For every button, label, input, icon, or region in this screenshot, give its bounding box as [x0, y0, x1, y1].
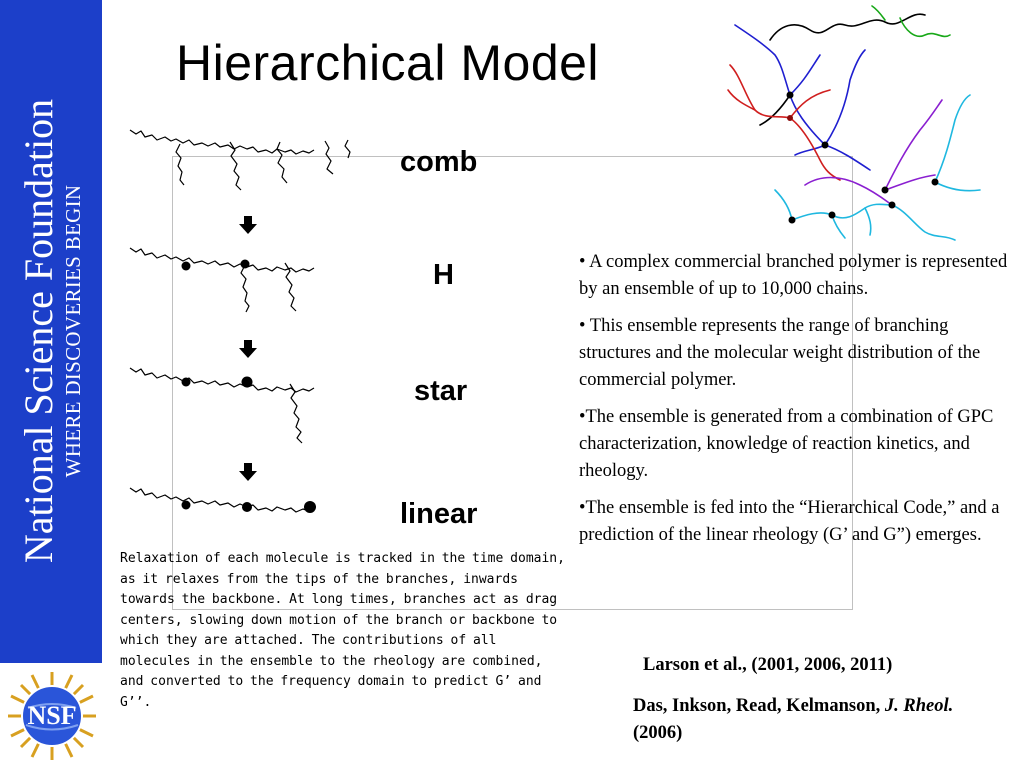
comb-molecule	[130, 130, 350, 190]
bullet-item: •The ensemble is generated from a combination of GPC characterization, knowledge of reaction kinetics, and rheology.	[579, 407, 994, 481]
label-linear: linear	[400, 498, 478, 530]
star-dot-2	[242, 377, 253, 388]
label-comb: comb	[400, 146, 478, 178]
nsf-logo-label: NSF	[27, 701, 77, 730]
bullet-list	[579, 249, 1011, 559]
bullet-item: • This ensemble represents the range of branching structures and the molecular weight distribution of the commercial polymer.	[579, 316, 981, 390]
nsf-logo	[6, 670, 98, 762]
label-h: H	[433, 259, 454, 291]
reference-das-journal: J. Rheol.	[884, 696, 954, 716]
h-branch-dot-1	[182, 262, 191, 271]
linear-molecule	[130, 488, 314, 512]
relaxation-caption: Relaxation of each molecule is tracked in the time domain, as it relaxes from the tips of the branches, inwards towards the backbone. At long times, branches act as drag centers, slowing down motion of the branch or backbone to which they are attached. The contributions of all molecules in the ensemble to the rheology are combined, and converted to the frequency domain to predict G’ and G’’.	[120, 551, 565, 710]
linear-dot-1	[182, 501, 191, 510]
reference-das-year: (2006)	[633, 723, 683, 743]
h-branch-dot-2	[241, 260, 250, 269]
star-molecule	[130, 368, 314, 443]
h-molecule	[130, 248, 314, 312]
page-title: Hierarchical Model	[176, 35, 600, 91]
reference-larson: Larson et al., (2001, 2006, 2011)	[643, 655, 893, 675]
nsf-tagline: WHERE DISCOVERIES BEGIN	[61, 184, 85, 478]
nsf-vertical-text	[17, 99, 85, 563]
label-star: star	[414, 375, 468, 407]
down-arrow-icon	[239, 216, 257, 481]
linear-dot-3	[304, 501, 316, 513]
star-dot-1	[182, 378, 191, 387]
bullet-item: • A complex commercial branched polymer is represented by an ensemble of up to 10,000 chains.	[579, 252, 1008, 299]
bullet-item: •The ensemble is fed into the “Hierarchical Code,” and a prediction of the linear rheology (G’ and G”) emerges.	[579, 498, 1000, 545]
molecule-diagrams	[120, 120, 380, 530]
reference-das-authors: Das, Inkson, Read, Kelmanson,	[633, 696, 885, 716]
reference-das	[633, 693, 993, 747]
polymer-network-illustration	[720, 0, 990, 245]
linear-dot-2	[242, 502, 252, 512]
nsf-org-name: National Science Foundation	[16, 98, 61, 564]
